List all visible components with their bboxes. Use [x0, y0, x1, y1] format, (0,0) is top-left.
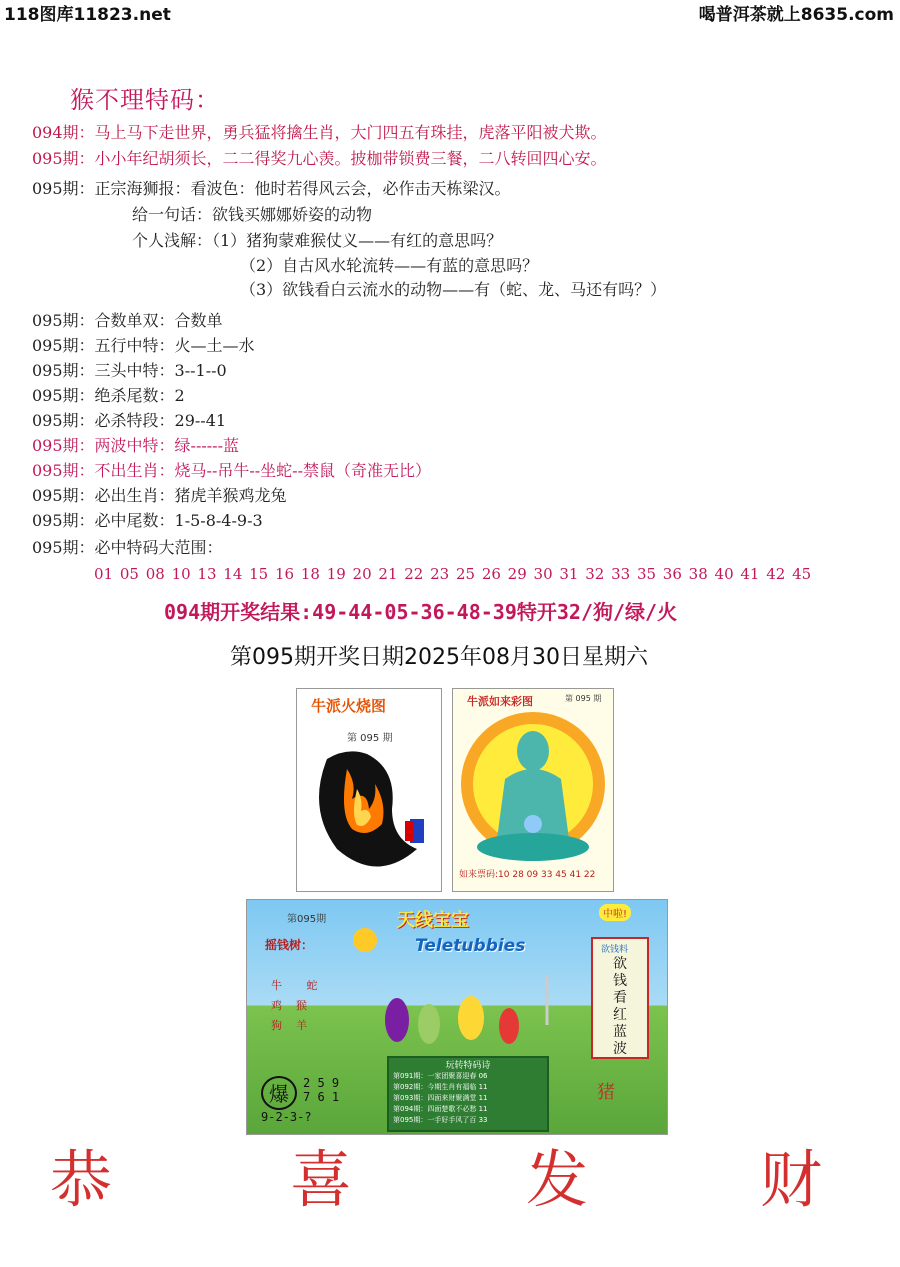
fire-chart-image: [296, 688, 442, 892]
animal-label: 羊: [296, 1019, 307, 1032]
analysis-line-2: 给一句话：欲钱买娜娜娇姿的动物: [132, 205, 373, 224]
riddle-char: 红: [613, 1007, 627, 1023]
prediction-line: 095期：必出生肖：猪虎羊猴鸡龙兔: [32, 486, 287, 505]
prediction-line: 095期：必杀特段：29--41: [32, 411, 227, 430]
animal-label: 狗: [271, 1019, 282, 1032]
riddle-char: 蓝: [613, 1024, 627, 1040]
animal-label: 猴: [296, 999, 307, 1012]
riddle-column: [613, 956, 633, 1058]
prediction-line: 095期：五行中特：火—土—水: [32, 336, 255, 355]
riddle-header: 欲钱料: [601, 945, 629, 955]
verse-094: 094期：马上马下走世界，勇兵猛将擒生肖，大门四五有珠挂，虎落平阳被犬欺。: [32, 123, 607, 142]
fire-chart-title: 牛派火烧图: [311, 697, 387, 715]
site-left-label: 118图库11823.net: [4, 5, 171, 25]
riddle-char: 看: [613, 990, 627, 1006]
blessing-char: 恭: [50, 1143, 113, 1216]
prediction-line: 095期：必中尾数：1-5-8-4-9-3: [32, 511, 263, 530]
riddle-char: 钱: [613, 973, 627, 989]
prediction-line: 095期：三头中特：3--1--0: [32, 361, 227, 380]
verse-095: 095期：小小年纪胡须长，二二得奖九心羡。披枷带锁费三餐，二八转回四心安。: [32, 149, 607, 168]
poem-line: 第091期：一家团聚喜迎春 06: [393, 1072, 488, 1080]
poem-line: 第095期：一手好手风了百 33: [393, 1116, 488, 1124]
bao-row-3: 9-2-3-?: [261, 1110, 312, 1124]
teletubbies-brand: Teletubbies: [415, 936, 526, 956]
poem-box: [387, 1056, 549, 1132]
prediction-line: 095期：绝杀尾数：2: [32, 386, 185, 405]
animal-label: 蛇: [306, 979, 318, 992]
animal-label: 鸡: [271, 999, 282, 1012]
poem-line: 第094期：四面楚歌不必愁 11: [393, 1105, 488, 1113]
draw-date: 第095期开奖日期2025年08月30日星期六: [230, 645, 648, 670]
animal-label: 牛: [271, 979, 282, 992]
analysis-line-1: 095期：正宗海狮报：看波色：他时若得风云会，必作击天栋梁汉。: [32, 179, 511, 198]
blessing-char: 喜: [290, 1143, 353, 1216]
fire-illustration: [297, 689, 441, 891]
site-right-label: 喝普洱茶就上8635.com: [698, 5, 894, 25]
poem-lines: [389, 1071, 547, 1126]
bao-row: 2 5 9: [303, 1076, 340, 1090]
analysis-line-4: （2）自古风水轮流转——有蓝的意思吗？: [240, 256, 539, 275]
bao-row: 7 6 1: [303, 1090, 340, 1104]
prediction-line: 095期：不出生肖：烧马--吊牛--坐蛇--禁鼠（奇准无比）: [32, 461, 431, 480]
riddle-char: 欲: [613, 956, 627, 972]
section-title: 猴不理特码：: [70, 86, 220, 114]
blessing-char: 财: [760, 1143, 823, 1216]
poem-line: 第092期：今期生肖有福临 11: [393, 1083, 488, 1091]
analysis-line-5: （3）欲钱看白云流水的动物——有（蛇、龙、马还有吗？）: [240, 280, 667, 299]
buddha-chart-issue: 第 095 期: [565, 694, 602, 703]
poem-box-title: 玩转特码诗: [445, 1061, 491, 1071]
prediction-line: 095期：两波中特：绿------蓝: [32, 436, 239, 455]
teletubbies-chart-image: [246, 899, 668, 1135]
fire-chart-issue: 第 095 期: [347, 733, 393, 744]
draw-result: 094期开奖结果:49-44-05-36-48-39特开32/狗/绿/火: [164, 600, 678, 624]
teletubbies-title: 天线宝宝: [397, 910, 469, 931]
buddha-illustration: [453, 689, 613, 891]
win-badge: 中啦!: [599, 904, 631, 921]
bao-numbers: [303, 1076, 339, 1104]
buddha-chart-title: 牛派如来彩图: [467, 695, 533, 708]
shake-tree-label: 摇钱树：: [265, 938, 314, 952]
teletubbies-issue: 第095期: [287, 914, 327, 925]
prediction-line: 095期：必中特码大范围：: [32, 538, 223, 557]
blessing-char: 发: [526, 1143, 589, 1216]
poem-line: 第093期：四面来财聚满堂 11: [393, 1094, 488, 1102]
analysis-line-3: 个人浅解：（1）猪狗蒙难猴仗义——有红的意思吗？: [132, 231, 503, 250]
number-range: 01 05 08 10 13 14 15 16 18 19 20 21 22 23 25 26 29 30 31 32 33 35 36 38 40 41 42 45: [94, 565, 812, 583]
bao-badge: 爆: [261, 1076, 297, 1110]
riddle-char: 波: [613, 1041, 627, 1057]
buddha-numbers: 如来票码:10 28 09 33 45 41 22: [459, 870, 596, 880]
prediction-line: 095期：合数单双：合数单: [32, 311, 223, 330]
animal-list: [271, 976, 361, 1036]
pig-label: 猪: [597, 1082, 615, 1103]
buddha-chart-image: [452, 688, 614, 892]
